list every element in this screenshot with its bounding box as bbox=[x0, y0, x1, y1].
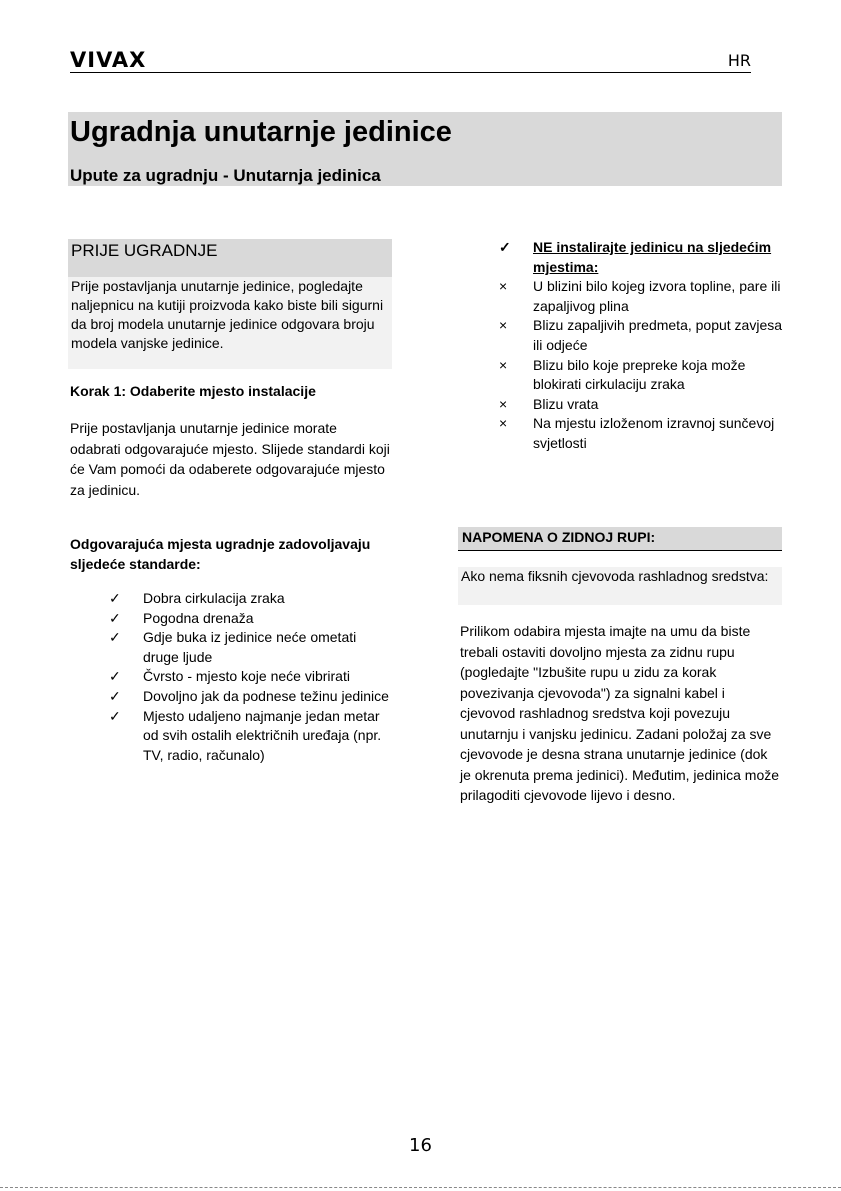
list-item: × Blizu zapaljivih predmeta, poput zavjesa ili odjeće bbox=[499, 317, 783, 353]
brand-logo: VIVAX bbox=[70, 48, 147, 72]
page-title: Ugradnja unutarnje jedinice bbox=[70, 116, 452, 148]
language-code: HR bbox=[727, 51, 751, 70]
wall-hole-note-sub: Ako nema fiksnih cjevovoda rashladnog sredstva: bbox=[461, 568, 769, 584]
footer-divider bbox=[0, 1187, 841, 1188]
check-icon: ✓ bbox=[499, 239, 511, 255]
check-icon: ✓ bbox=[109, 668, 121, 685]
list-item: ✓ Gdje buka iz jedinice neće ometati druge ljude bbox=[109, 629, 357, 665]
header-divider bbox=[70, 72, 751, 73]
check-icon: ✓ bbox=[109, 629, 121, 646]
list-item: × Blizu bilo koje prepreke koja može blokirati cirkulaciju zraka bbox=[499, 356, 746, 393]
list-item: ✓ Dovoljno jak da podnese težinu jedinice bbox=[109, 687, 394, 707]
step1-intro: Prije postavljanja unutarnje jedinice morate odabrati odgovarajuće mjesto. Slijede standardi koji će Vam pomoći da odaberete odgovarajuće mjesto za jedinicu. bbox=[70, 420, 390, 498]
list-item: × Na mjestu izloženom izravnoj sunčevoj svjetlosti bbox=[499, 415, 775, 451]
check-icon: ✓ bbox=[109, 609, 121, 626]
cross-icon: × bbox=[499, 278, 508, 295]
before-install-box bbox=[68, 277, 392, 369]
before-install-heading: PRIJE UGRADNJE bbox=[71, 241, 218, 260]
list-item: × U blizini bilo kojeg izvora topline, pare ili zapaljivog plina bbox=[499, 278, 781, 314]
cross-icon: × bbox=[499, 356, 508, 373]
step1-heading: Korak 1: Odaberite mjesto instalacije bbox=[70, 383, 316, 399]
standards-list bbox=[109, 589, 394, 765]
wall-hole-note-text: Prilikom odabira mjesta imajte na umu da biste trebali ostaviti dovoljno mjesta za zidnu rupu (pogledajte "Izbušite rupu u zidu za korak povezivanja cjevovoda") za signalni kabel i cjevovod rashladnog sredstva koji povezuju unutarnju i vanjsku jedinicu. Zadani položaj za sve cjevovode je desna strana unutarnje jedinice (dok je okrenuta prema jedinici). Međutim, jedinica može prilagoditi cjevovode lijevo i desno. bbox=[460, 623, 780, 803]
list-item: ✓ Dobra cirkulacija zraka bbox=[109, 589, 394, 609]
cross-icon: × bbox=[499, 317, 508, 334]
cross-icon: × bbox=[499, 415, 508, 432]
before-install-text: Prije postavljanja unutarnje jedinice, pogledajte naljepnicu na kutiji proizvoda kako biste bili sigurni da broj modela unutarnje jedinice odgovara broju modela vanjske jedinice. bbox=[71, 278, 384, 351]
list-item: ✓ Pogodna drenaža bbox=[109, 609, 394, 629]
wall-hole-note-heading-box bbox=[458, 527, 782, 551]
check-icon: ✓ bbox=[109, 687, 121, 704]
avoid-list bbox=[499, 238, 784, 454]
standards-heading: Odgovarajuća mjesta ugradnje zadovoljavaju sljedeće standarde: bbox=[70, 536, 371, 572]
list-item: ✓ Mjesto udaljeno najmanje jedan metar od svih ostalih električnih uređaja (npr. TV, radio, računalo) bbox=[109, 707, 382, 763]
list-item: × Blizu vrata bbox=[499, 395, 784, 415]
cross-icon: × bbox=[499, 395, 508, 412]
avoid-heading: ✓ NE instalirajte jedinicu na sljedećim mjestima: bbox=[499, 239, 772, 275]
page-number: 16 bbox=[409, 1135, 432, 1156]
check-icon: ✓ bbox=[109, 707, 121, 724]
wall-hole-note-heading: NAPOMENA O ZIDNOJ RUPI: bbox=[462, 529, 656, 545]
check-icon: ✓ bbox=[109, 590, 121, 606]
before-install-heading-box bbox=[68, 239, 392, 277]
page-subtitle: Upute za ugradnju - Unutarnja jedinica bbox=[70, 166, 381, 185]
wall-hole-note-sub-box bbox=[458, 567, 782, 605]
list-item: ✓ Čvrsto - mjesto koje neće vibrirati bbox=[109, 667, 394, 687]
